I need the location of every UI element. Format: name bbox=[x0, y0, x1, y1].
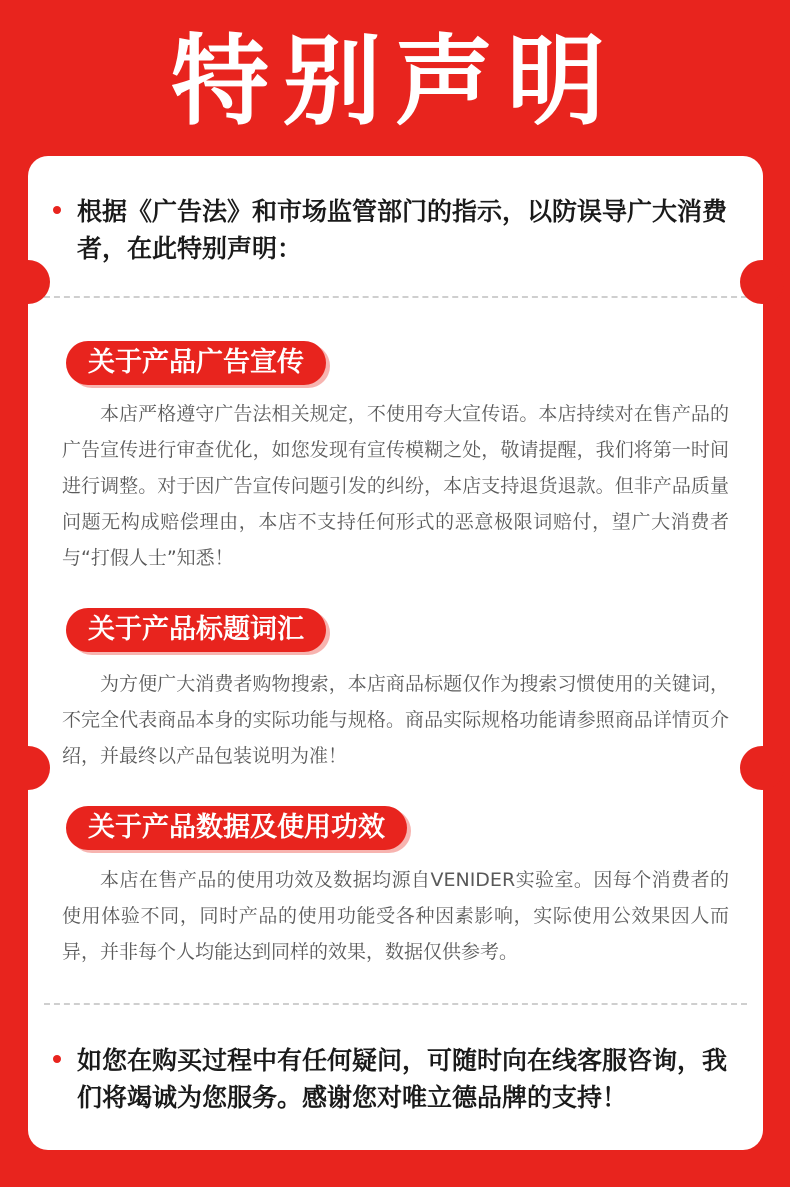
section-body-title-words: 为方便广大消费者购物搜索，本店商品标题仅作为搜索习惯使用的关键词，不完全代表商品本身的实际功能与规格。商品实际规格功能请参照商品详情页介绍，并最终以产品包装说明为准！ bbox=[62, 673, 729, 767]
footer-text: 如您在购买过程中有任何疑问，可随时向在线客服咨询，我们将竭诚为您服务。感谢您对唯立德品牌的支持！ bbox=[77, 1046, 728, 1112]
section-heading-data-efficacy: 关于产品数据及使用功效 bbox=[66, 806, 407, 850]
section-heading-advertising: 关于产品广告宣传 bbox=[66, 341, 326, 385]
dashed-divider-bottom bbox=[44, 1003, 747, 1005]
footer-statement bbox=[53, 1042, 745, 1116]
ticket-notch-right-top bbox=[740, 260, 784, 304]
ticket-notch-left-top bbox=[6, 260, 50, 304]
statement-card bbox=[28, 156, 763, 1150]
intro-text: 根据《广告法》和市场监管部门的指示，以防误导广大消费者，在此特别声明： bbox=[77, 197, 728, 263]
bullet-dot bbox=[53, 1055, 61, 1063]
page-title: 特别声明 bbox=[170, 25, 619, 139]
bullet-dot bbox=[53, 206, 61, 214]
ticket-notch-left-bottom bbox=[6, 746, 50, 790]
section-heading-title-words: 关于产品标题词汇 bbox=[66, 608, 326, 652]
section-body-data-efficacy: 本店在售产品的使用功效及数据均源自VENIDER实验室。因每个消费者的使用体验不同，同时产品的使用功能受各种因素影响，实际使用公效果因人而异，并非每个人均能达到同样的效果，数据仅供参考。 bbox=[62, 869, 729, 963]
section-body-advertising: 本店严格遵守广告法相关规定，不使用夸大宣传语。本店持续对在售产品的广告宣传进行审查优化，如您发现有宣传模糊之处，敬请提醒，我们将第一时间进行调整。对于因广告宣传问题引发的纠纷，本店支持退货退款。但非产品质量问题无构成赔偿理由，本店不支持任何形式的恶意极限词赔付，望广大消费者与“打假人士”知悉！ bbox=[62, 403, 729, 569]
ticket-notch-right-bottom bbox=[740, 746, 784, 790]
dashed-divider-top bbox=[44, 296, 747, 298]
intro-statement bbox=[53, 193, 745, 267]
